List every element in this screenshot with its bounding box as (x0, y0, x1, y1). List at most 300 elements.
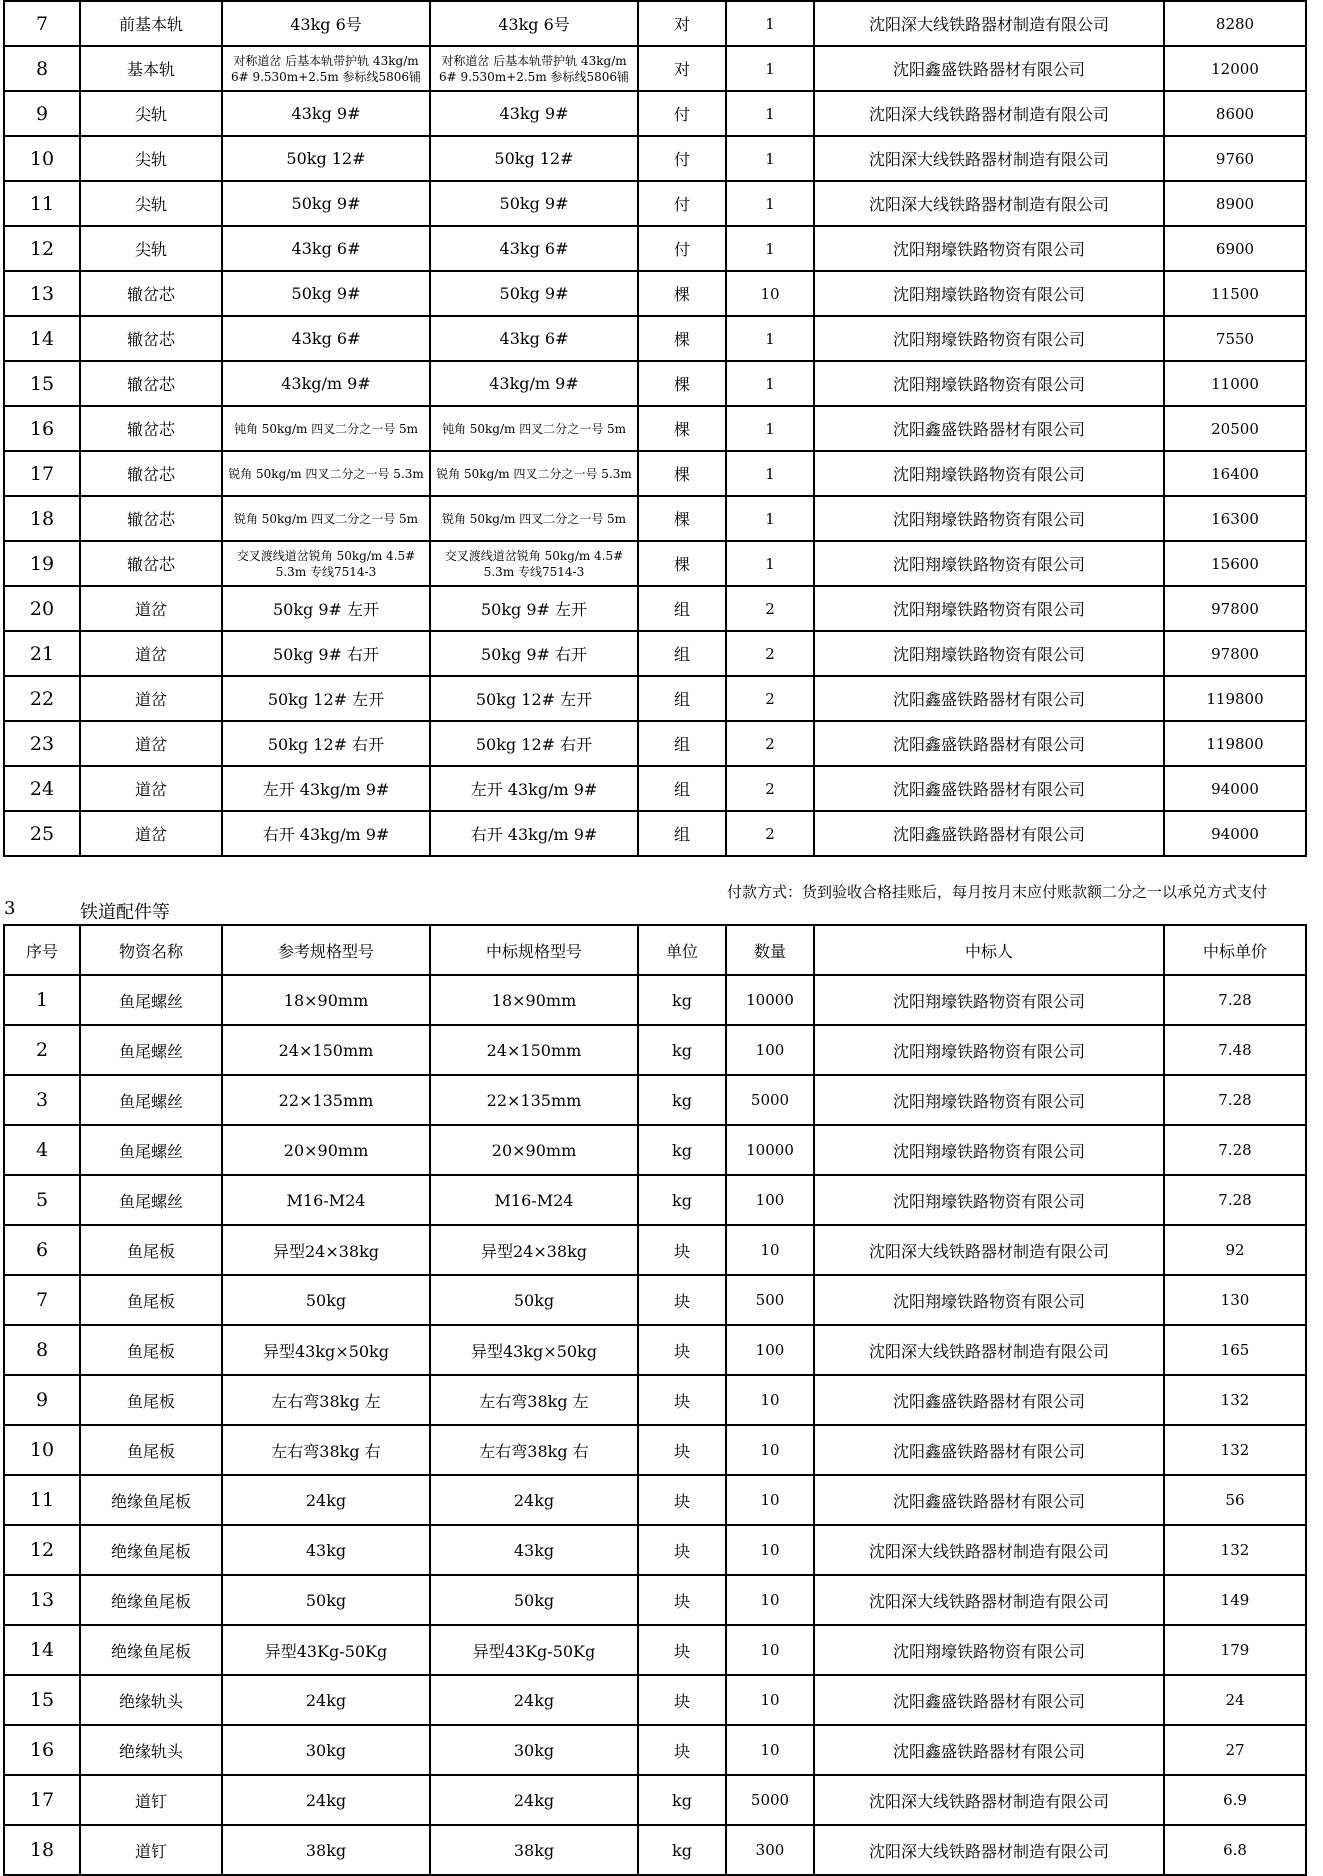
cell-ref-spec: 锐角 50kg/m 四叉二分之一号 5.3m (222, 451, 430, 496)
table-row (4, 721, 1306, 766)
cell-unit-price: 7.28 (1164, 1175, 1306, 1225)
table-row (4, 1575, 1306, 1625)
cell-supplier: 沈阳鑫盛铁路器材有限公司 (814, 676, 1164, 721)
table-row (4, 1475, 1306, 1525)
cell-unit: kg (638, 1125, 726, 1175)
table-header-row (4, 925, 1306, 975)
cell-unit: 块 (638, 1625, 726, 1675)
cell-unit: 组 (638, 631, 726, 676)
cell-quantity: 1 (726, 46, 814, 91)
cell-item-name: 鱼尾板 (80, 1375, 222, 1425)
header-index: 序号 (4, 925, 80, 975)
procurement-table-1 (3, 0, 1307, 857)
cell-bid-spec: 50kg 9# (430, 271, 638, 316)
cell-bid-spec: 18×90mm (430, 975, 638, 1025)
cell-item-name: 道岔 (80, 586, 222, 631)
cell-bid-spec: 右开 43kg/m 9# (430, 811, 638, 856)
cell-bid-spec: 24kg (430, 1675, 638, 1725)
cell-item-name: 辙岔芯 (80, 541, 222, 586)
cell-ref-spec: 18×90mm (222, 975, 430, 1025)
cell-index: 11 (4, 1475, 80, 1525)
cell-index: 7 (4, 1, 80, 46)
cell-unit: 组 (638, 811, 726, 856)
cell-index: 22 (4, 676, 80, 721)
cell-index: 5 (4, 1175, 80, 1225)
section-title: 铁道配件等 (80, 902, 170, 923)
cell-unit: 块 (638, 1525, 726, 1575)
cell-unit-price: 97800 (1164, 586, 1306, 631)
cell-supplier: 沈阳鑫盛铁路器材有限公司 (814, 721, 1164, 766)
cell-quantity: 5000 (726, 1075, 814, 1125)
cell-ref-spec: 50kg 9# 右开 (222, 631, 430, 676)
table-row (4, 316, 1306, 361)
table-row (4, 1275, 1306, 1325)
cell-item-name: 辙岔芯 (80, 406, 222, 451)
cell-unit: kg (638, 1775, 726, 1825)
cell-item-name: 尖轨 (80, 91, 222, 136)
cell-ref-spec: 24kg (222, 1775, 430, 1825)
cell-item-name: 绝缘鱼尾板 (80, 1525, 222, 1575)
cell-ref-spec: 30kg (222, 1725, 430, 1775)
table-row (4, 586, 1306, 631)
table-row (4, 46, 1306, 91)
cell-unit: 棵 (638, 406, 726, 451)
cell-index: 16 (4, 406, 80, 451)
cell-item-name: 绝缘鱼尾板 (80, 1625, 222, 1675)
cell-supplier: 沈阳翔壕铁路物资有限公司 (814, 1275, 1164, 1325)
table-row (4, 1, 1306, 46)
header-bid-spec: 中标规格型号 (430, 925, 638, 975)
cell-bid-spec: 43kg 6# (430, 316, 638, 361)
cell-unit-price: 20500 (1164, 406, 1306, 451)
cell-ref-spec: 50kg (222, 1275, 430, 1325)
cell-ref-spec: 38kg (222, 1825, 430, 1875)
cell-item-name: 辙岔芯 (80, 496, 222, 541)
cell-unit: 对 (638, 46, 726, 91)
cell-unit: 付 (638, 136, 726, 181)
cell-item-name: 绝缘鱼尾板 (80, 1475, 222, 1525)
cell-supplier: 沈阳翔壕铁路物资有限公司 (814, 1125, 1164, 1175)
cell-supplier: 沈阳深大线铁路器材制造有限公司 (814, 181, 1164, 226)
cell-unit-price: 94000 (1164, 766, 1306, 811)
cell-index: 12 (4, 1525, 80, 1575)
cell-supplier: 沈阳翔壕铁路物资有限公司 (814, 1075, 1164, 1125)
cell-quantity: 1 (726, 226, 814, 271)
table-row (4, 1025, 1306, 1075)
cell-item-name: 尖轨 (80, 136, 222, 181)
cell-quantity: 10000 (726, 975, 814, 1025)
cell-unit: 块 (638, 1325, 726, 1375)
header-price: 中标单价 (1164, 925, 1306, 975)
cell-index: 19 (4, 541, 80, 586)
table-row (4, 226, 1306, 271)
cell-unit-price: 16400 (1164, 451, 1306, 496)
cell-unit-price: 119800 (1164, 721, 1306, 766)
cell-unit-price: 132 (1164, 1375, 1306, 1425)
cell-unit-price: 92 (1164, 1225, 1306, 1275)
cell-bid-spec: 钝角 50kg/m 四叉二分之一号 5m (430, 406, 638, 451)
cell-unit-price: 130 (1164, 1275, 1306, 1325)
cell-quantity: 2 (726, 811, 814, 856)
cell-ref-spec: 右开 43kg/m 9# (222, 811, 430, 856)
cell-bid-spec: 交叉渡线道岔锐角 50kg/m 4.5# 5.3m 专线7514-3 (430, 541, 638, 586)
cell-index: 16 (4, 1725, 80, 1775)
cell-bid-spec: 50kg 9# (430, 181, 638, 226)
cell-unit: 棵 (638, 541, 726, 586)
cell-unit: kg (638, 1075, 726, 1125)
payment-terms-note: 付款方式：货到验收合格挂账后，每月按月末应付账款额二分之一以承兑方式支付 (727, 883, 1268, 901)
cell-ref-spec: 左右弯38kg 右 (222, 1425, 430, 1475)
cell-supplier: 沈阳翔壕铁路物资有限公司 (814, 451, 1164, 496)
cell-bid-spec: 50kg 12# 右开 (430, 721, 638, 766)
table-row (4, 361, 1306, 406)
cell-unit-price: 179 (1164, 1625, 1306, 1675)
header-qty: 数量 (726, 925, 814, 975)
cell-index: 20 (4, 586, 80, 631)
cell-bid-spec: 异型43kg×50kg (430, 1325, 638, 1375)
cell-bid-spec: 锐角 50kg/m 四叉二分之一号 5.3m (430, 451, 638, 496)
cell-ref-spec: 43kg 9# (222, 91, 430, 136)
cell-unit: 棵 (638, 361, 726, 406)
cell-supplier: 沈阳鑫盛铁路器材有限公司 (814, 46, 1164, 91)
cell-unit: 付 (638, 181, 726, 226)
header-name: 物资名称 (80, 925, 222, 975)
cell-unit: 块 (638, 1275, 726, 1325)
cell-item-name: 道岔 (80, 811, 222, 856)
cell-item-name: 鱼尾螺丝 (80, 975, 222, 1025)
table-row (4, 406, 1306, 451)
cell-quantity: 10 (726, 1675, 814, 1725)
cell-unit: 棵 (638, 316, 726, 361)
cell-bid-spec: 50kg (430, 1275, 638, 1325)
cell-index: 13 (4, 271, 80, 316)
cell-item-name: 道岔 (80, 721, 222, 766)
procurement-table-2 (3, 924, 1307, 1876)
cell-unit-price: 94000 (1164, 811, 1306, 856)
cell-unit-price: 15600 (1164, 541, 1306, 586)
cell-unit-price: 6.9 (1164, 1775, 1306, 1825)
cell-ref-spec: 异型24×38kg (222, 1225, 430, 1275)
cell-index: 25 (4, 811, 80, 856)
cell-ref-spec: M16-M24 (222, 1175, 430, 1225)
cell-supplier: 沈阳深大线铁路器材制造有限公司 (814, 1525, 1164, 1575)
cell-item-name: 鱼尾板 (80, 1425, 222, 1475)
cell-supplier: 沈阳深大线铁路器材制造有限公司 (814, 1325, 1164, 1375)
cell-item-name: 鱼尾板 (80, 1325, 222, 1375)
cell-unit: 组 (638, 766, 726, 811)
cell-unit-price: 16300 (1164, 496, 1306, 541)
cell-unit-price: 7.28 (1164, 1075, 1306, 1125)
cell-index: 7 (4, 1275, 80, 1325)
cell-unit: 块 (638, 1225, 726, 1275)
cell-index: 8 (4, 1325, 80, 1375)
cell-bid-spec: 43kg 6# (430, 226, 638, 271)
cell-supplier: 沈阳翔壕铁路物资有限公司 (814, 541, 1164, 586)
cell-bid-spec: 30kg (430, 1725, 638, 1775)
cell-unit: 付 (638, 91, 726, 136)
cell-index: 13 (4, 1575, 80, 1625)
cell-item-name: 鱼尾螺丝 (80, 1175, 222, 1225)
cell-bid-spec: 50kg 12# 左开 (430, 676, 638, 721)
cell-ref-spec: 50kg 12# 右开 (222, 721, 430, 766)
cell-ref-spec: 对称道岔 后基本轨带护轨 43kg/m 6# 9.530m+2.5m 参标线5806铺 (222, 46, 430, 91)
cell-ref-spec: 50kg 9# (222, 271, 430, 316)
table-row (4, 1325, 1306, 1375)
cell-unit: kg (638, 1825, 726, 1875)
cell-index: 10 (4, 136, 80, 181)
cell-supplier: 沈阳翔壕铁路物资有限公司 (814, 1625, 1164, 1675)
table-row (4, 1725, 1306, 1775)
cell-item-name: 道岔 (80, 676, 222, 721)
cell-unit: 棵 (638, 496, 726, 541)
cell-quantity: 100 (726, 1175, 814, 1225)
cell-ref-spec: 左开 43kg/m 9# (222, 766, 430, 811)
cell-supplier: 沈阳深大线铁路器材制造有限公司 (814, 1825, 1164, 1875)
cell-ref-spec: 24kg (222, 1475, 430, 1525)
cell-bid-spec: 22×135mm (430, 1075, 638, 1125)
cell-unit: 付 (638, 226, 726, 271)
cell-unit: kg (638, 1025, 726, 1075)
cell-unit-price: 7.28 (1164, 975, 1306, 1025)
table-row (4, 975, 1306, 1025)
cell-ref-spec: 锐角 50kg/m 四叉二分之一号 5m (222, 496, 430, 541)
table-row (4, 91, 1306, 136)
cell-index: 4 (4, 1125, 80, 1175)
cell-unit-price: 12000 (1164, 46, 1306, 91)
cell-unit: 棵 (638, 451, 726, 496)
cell-item-name: 绝缘鱼尾板 (80, 1575, 222, 1625)
cell-supplier: 沈阳深大线铁路器材制造有限公司 (814, 1575, 1164, 1625)
cell-unit-price: 6.8 (1164, 1825, 1306, 1875)
cell-unit-price: 11500 (1164, 271, 1306, 316)
cell-supplier: 沈阳鑫盛铁路器材有限公司 (814, 1475, 1164, 1525)
cell-supplier: 沈阳深大线铁路器材制造有限公司 (814, 1225, 1164, 1275)
cell-supplier: 沈阳翔壕铁路物资有限公司 (814, 586, 1164, 631)
cell-quantity: 10 (726, 1225, 814, 1275)
cell-quantity: 10 (726, 1625, 814, 1675)
table-row (4, 451, 1306, 496)
cell-supplier: 沈阳翔壕铁路物资有限公司 (814, 226, 1164, 271)
cell-quantity: 2 (726, 631, 814, 676)
cell-index: 15 (4, 361, 80, 406)
cell-bid-spec: 左开 43kg/m 9# (430, 766, 638, 811)
cell-supplier: 沈阳翔壕铁路物资有限公司 (814, 271, 1164, 316)
cell-ref-spec: 交叉渡线道岔锐角 50kg/m 4.5# 5.3m 专线7514-3 (222, 541, 430, 586)
cell-bid-spec: 38kg (430, 1825, 638, 1875)
cell-ref-spec: 20×90mm (222, 1125, 430, 1175)
cell-item-name: 鱼尾螺丝 (80, 1025, 222, 1075)
cell-quantity: 1 (726, 136, 814, 181)
cell-item-name: 鱼尾螺丝 (80, 1075, 222, 1125)
cell-ref-spec: 钝角 50kg/m 四叉二分之一号 5m (222, 406, 430, 451)
cell-index: 23 (4, 721, 80, 766)
cell-unit: 块 (638, 1375, 726, 1425)
cell-quantity: 1 (726, 361, 814, 406)
cell-quantity: 1 (726, 181, 814, 226)
cell-item-name: 辙岔芯 (80, 316, 222, 361)
cell-supplier: 沈阳鑫盛铁路器材有限公司 (814, 1375, 1164, 1425)
cell-quantity: 1 (726, 316, 814, 361)
cell-item-name: 尖轨 (80, 181, 222, 226)
header-supplier: 中标人 (814, 925, 1164, 975)
cell-unit-price: 165 (1164, 1325, 1306, 1375)
cell-supplier: 沈阳翔壕铁路物资有限公司 (814, 361, 1164, 406)
cell-ref-spec: 43kg 6# (222, 316, 430, 361)
cell-quantity: 2 (726, 721, 814, 766)
section-number: 3 (4, 898, 16, 919)
cell-index: 3 (4, 1075, 80, 1125)
cell-unit-price: 132 (1164, 1425, 1306, 1475)
cell-quantity: 2 (726, 766, 814, 811)
cell-bid-spec: 50kg 12# (430, 136, 638, 181)
table-row (4, 1225, 1306, 1275)
cell-quantity: 300 (726, 1825, 814, 1875)
cell-index: 18 (4, 496, 80, 541)
cell-unit: kg (638, 975, 726, 1025)
cell-supplier: 沈阳鑫盛铁路器材有限公司 (814, 406, 1164, 451)
cell-unit-price: 97800 (1164, 631, 1306, 676)
table-row (4, 271, 1306, 316)
table-row (4, 1125, 1306, 1175)
cell-bid-spec: 24×150mm (430, 1025, 638, 1075)
table-row (4, 766, 1306, 811)
cell-ref-spec: 50kg 12# (222, 136, 430, 181)
cell-bid-spec: 24kg (430, 1775, 638, 1825)
cell-supplier: 沈阳翔壕铁路物资有限公司 (814, 316, 1164, 361)
cell-ref-spec: 43kg 6号 (222, 1, 430, 46)
cell-index: 21 (4, 631, 80, 676)
cell-bid-spec: 43kg 6号 (430, 1, 638, 46)
cell-quantity: 1 (726, 1, 814, 46)
cell-bid-spec: 50kg (430, 1575, 638, 1625)
cell-unit: 块 (638, 1575, 726, 1625)
cell-index: 24 (4, 766, 80, 811)
cell-bid-spec: 异型24×38kg (430, 1225, 638, 1275)
cell-index: 17 (4, 1775, 80, 1825)
cell-supplier: 沈阳鑫盛铁路器材有限公司 (814, 1675, 1164, 1725)
cell-index: 15 (4, 1675, 80, 1725)
cell-unit-price: 9760 (1164, 136, 1306, 181)
cell-bid-spec: 24kg (430, 1475, 638, 1525)
cell-ref-spec: 24×150mm (222, 1025, 430, 1075)
table-row (4, 1525, 1306, 1575)
cell-bid-spec: 锐角 50kg/m 四叉二分之一号 5m (430, 496, 638, 541)
table-row (4, 1175, 1306, 1225)
cell-unit-price: 132 (1164, 1525, 1306, 1575)
header-ref-spec: 参考规格型号 (222, 925, 430, 975)
cell-ref-spec: 43kg (222, 1525, 430, 1575)
cell-quantity: 1 (726, 541, 814, 586)
cell-unit-price: 8600 (1164, 91, 1306, 136)
cell-supplier: 沈阳深大线铁路器材制造有限公司 (814, 91, 1164, 136)
cell-supplier: 沈阳鑫盛铁路器材有限公司 (814, 1425, 1164, 1475)
cell-bid-spec: 左右弯38kg 左 (430, 1375, 638, 1425)
cell-unit-price: 56 (1164, 1475, 1306, 1525)
cell-ref-spec: 异型43Kg-50Kg (222, 1625, 430, 1675)
cell-item-name: 前基本轨 (80, 1, 222, 46)
cell-ref-spec: 24kg (222, 1675, 430, 1725)
cell-unit: 组 (638, 586, 726, 631)
cell-unit: kg (638, 1175, 726, 1225)
cell-quantity: 1 (726, 496, 814, 541)
cell-bid-spec: 异型43Kg-50Kg (430, 1625, 638, 1675)
cell-quantity: 10 (726, 1525, 814, 1575)
cell-index: 1 (4, 975, 80, 1025)
cell-quantity: 100 (726, 1325, 814, 1375)
cell-supplier: 沈阳深大线铁路器材制造有限公司 (814, 136, 1164, 181)
cell-ref-spec: 50kg (222, 1575, 430, 1625)
cell-unit-price: 119800 (1164, 676, 1306, 721)
cell-item-name: 基本轨 (80, 46, 222, 91)
cell-bid-spec: 43kg (430, 1525, 638, 1575)
cell-ref-spec: 22×135mm (222, 1075, 430, 1125)
cell-quantity: 1 (726, 451, 814, 496)
cell-ref-spec: 50kg 12# 左开 (222, 676, 430, 721)
header-unit: 单位 (638, 925, 726, 975)
cell-quantity: 10 (726, 1425, 814, 1475)
table-row (4, 1775, 1306, 1825)
cell-unit-price: 149 (1164, 1575, 1306, 1625)
cell-unit: 棵 (638, 271, 726, 316)
cell-unit: 组 (638, 676, 726, 721)
cell-quantity: 2 (726, 586, 814, 631)
cell-item-name: 鱼尾螺丝 (80, 1125, 222, 1175)
cell-unit-price: 7.28 (1164, 1125, 1306, 1175)
cell-item-name: 道岔 (80, 631, 222, 676)
cell-quantity: 10 (726, 1375, 814, 1425)
cell-item-name: 鱼尾板 (80, 1225, 222, 1275)
cell-supplier: 沈阳深大线铁路器材制造有限公司 (814, 1, 1164, 46)
cell-unit: 对 (638, 1, 726, 46)
cell-quantity: 5000 (726, 1775, 814, 1825)
cell-item-name: 绝缘轨头 (80, 1675, 222, 1725)
cell-supplier: 沈阳翔壕铁路物资有限公司 (814, 1025, 1164, 1075)
cell-supplier: 沈阳鑫盛铁路器材有限公司 (814, 1725, 1164, 1775)
cell-index: 11 (4, 181, 80, 226)
cell-bid-spec: 50kg 9# 右开 (430, 631, 638, 676)
cell-bid-spec: 对称道岔 后基本轨带护轨 43kg/m 6# 9.530m+2.5m 参标线5806铺 (430, 46, 638, 91)
cell-index: 9 (4, 91, 80, 136)
cell-item-name: 道钉 (80, 1775, 222, 1825)
cell-item-name: 道钉 (80, 1825, 222, 1875)
cell-supplier: 沈阳翔壕铁路物资有限公司 (814, 1175, 1164, 1225)
table-row (4, 136, 1306, 181)
cell-unit-price: 8900 (1164, 181, 1306, 226)
cell-index: 12 (4, 226, 80, 271)
table-row (4, 811, 1306, 856)
cell-item-name: 鱼尾板 (80, 1275, 222, 1325)
table-row (4, 1625, 1306, 1675)
cell-index: 14 (4, 1625, 80, 1675)
cell-index: 10 (4, 1425, 80, 1475)
cell-unit-price: 24 (1164, 1675, 1306, 1725)
cell-quantity: 10000 (726, 1125, 814, 1175)
cell-bid-spec: 20×90mm (430, 1125, 638, 1175)
cell-quantity: 500 (726, 1275, 814, 1325)
cell-ref-spec: 异型43kg×50kg (222, 1325, 430, 1375)
cell-index: 2 (4, 1025, 80, 1075)
cell-index: 17 (4, 451, 80, 496)
cell-item-name: 道岔 (80, 766, 222, 811)
section-header (0, 883, 1323, 926)
cell-quantity: 10 (726, 1575, 814, 1625)
cell-bid-spec: M16-M24 (430, 1175, 638, 1225)
cell-index: 14 (4, 316, 80, 361)
cell-unit: 块 (638, 1675, 726, 1725)
cell-unit-price: 11000 (1164, 361, 1306, 406)
cell-unit-price: 27 (1164, 1725, 1306, 1775)
cell-unit: 块 (638, 1725, 726, 1775)
